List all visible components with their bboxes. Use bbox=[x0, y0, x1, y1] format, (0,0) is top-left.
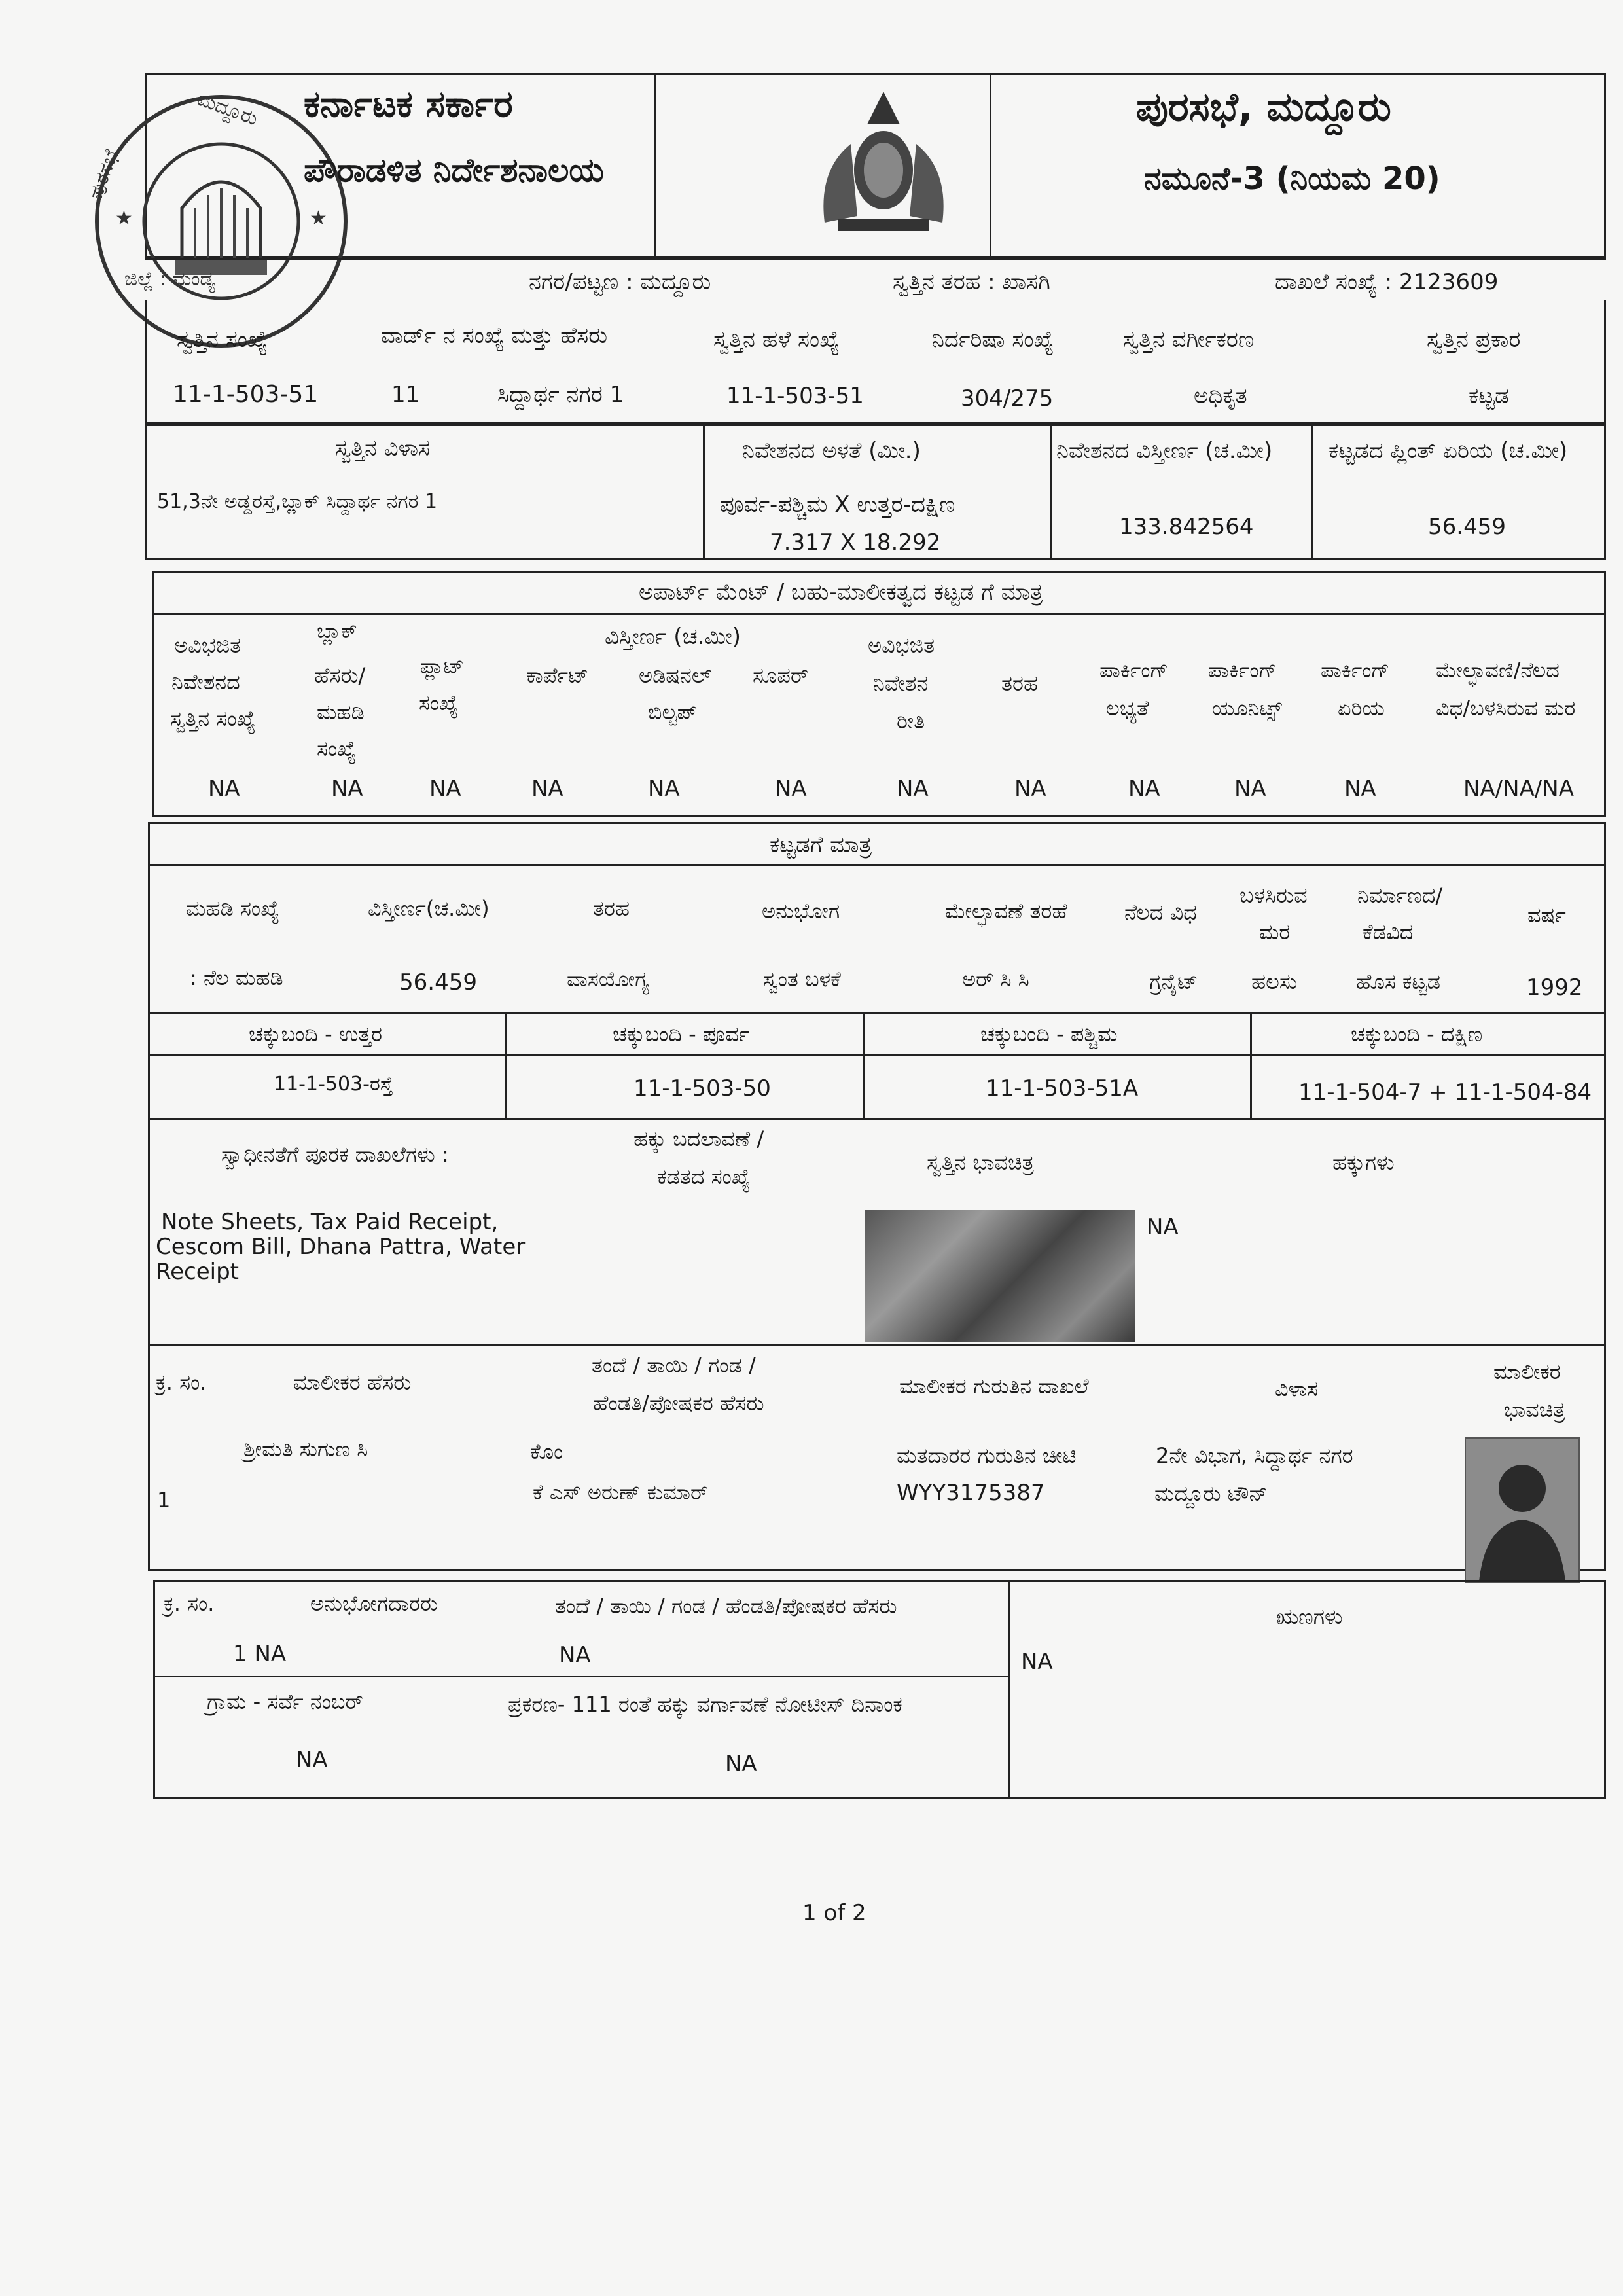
apt-col-block-2: ಹೆಸರು/ bbox=[314, 663, 366, 688]
apt-area-label: ವಿಸ್ತೀರ್ಣ (ಚ.ಮೀ) bbox=[605, 624, 741, 650]
property-photo-header: ಸ್ವತ್ತಿನ ಭಾವಚಿತ್ರ bbox=[927, 1150, 1034, 1175]
header-ward: ವಾರ್ಡ್ ನ ಸಂಖ್ಯೆ ಮತ್ತು ಹೆಸರು bbox=[381, 323, 607, 349]
apt-col-share-2: ನಿವೇಶನ bbox=[873, 671, 929, 696]
docs-header: ಸ್ವಾಧೀನತೆಗೆ ಪೂರಕ ದಾಖಲೆಗಳು : bbox=[221, 1142, 449, 1167]
occ-h-notice: ಪ್ರಕರಣ- 111 ರಂತೆ ಹಕ್ಕು ವರ್ಗಾವಣೆ ನೋಟೀಸ್ ದಿನಾಂಕ bbox=[508, 1692, 902, 1717]
apt-col-parking-area-2: ಏರಿಯ bbox=[1338, 696, 1385, 721]
apt-value: NA bbox=[331, 776, 363, 802]
apt-col-undivided-3: ಸ್ವತ್ತಿನ ಸಂಖ್ಯೆ bbox=[170, 706, 256, 731]
apt-col-roof-2: ವಿಧ/ಬಳಸಿರುವ ಮರ bbox=[1436, 696, 1576, 721]
person-icon bbox=[1466, 1439, 1578, 1581]
bld-h-wood: ಬಳಸಿರುವ bbox=[1240, 883, 1308, 908]
header-property-no: ಸ್ವತ್ತಿನ ಸಂಖ್ಯೆ bbox=[177, 327, 268, 353]
seal-text-left: ಪುರಸಭೆ bbox=[84, 147, 124, 203]
header-dimension: ನಿವೇಶನದ ಅಳತೆ (ಮೀ.) bbox=[742, 438, 921, 464]
apt-col-flat: ಫ್ಲಾಟ್ bbox=[420, 654, 464, 679]
bnd-south: 11-1-504-7 + 11-1-504-84 bbox=[1298, 1079, 1592, 1105]
apartment-title: ಅಪಾರ್ಟ್ ಮೆಂಟ್ / ಬಹು-ಮಾಲೀಕತ್ವದ ಕಟ್ಟಡ ಗೆ ಮಾತ್ರ bbox=[639, 579, 1043, 605]
bld-h-roof: ಮೇಲ್ಛಾವಣೆ ತರಹೆ bbox=[945, 899, 1067, 924]
owner-name: ಶ್ರೀಮತಿ ಸುಗುಣ ಸಿ bbox=[243, 1437, 368, 1462]
apt-value: NA bbox=[429, 776, 461, 802]
apt-col-block: ಬ್ಲಾಕ್ bbox=[317, 619, 357, 643]
bld-h-floor: ಮಹಡಿ ಸಂಖ್ಯೆ bbox=[186, 896, 280, 921]
apt-col-parking-area: ಪಾರ್ಕಿಂಗ್ bbox=[1321, 658, 1390, 683]
owner-h-sl: ಕ್ರ. ಸಂ. bbox=[156, 1370, 207, 1395]
bld-kind: ವಾಸಯೋಗ್ಯ bbox=[567, 967, 649, 992]
bnd-north: 11-1-503-ರಸ್ತೆ bbox=[274, 1073, 393, 1096]
occ-survey: NA bbox=[296, 1747, 328, 1773]
docs-line: Note Sheets, Tax Paid Receipt, bbox=[161, 1209, 499, 1235]
apt-value: NA bbox=[208, 776, 240, 802]
apt-col-undivided: ಅವಿಭಜಿತ bbox=[174, 633, 241, 658]
dimension-label: ಪೂರ್ವ-ಪಶ್ಚಿಮ X ಉತ್ತರ-ದಕ್ಷಿಣ bbox=[720, 492, 955, 518]
owner-h-photo-2: ಭಾವಚಿತ್ರ bbox=[1504, 1397, 1565, 1422]
owner-relation-name: ಕೆ ಎಸ್ ಅರುಣ್ ಕುಮಾರ್ bbox=[533, 1480, 709, 1505]
owner-id-number: WYY3175387 bbox=[897, 1480, 1045, 1506]
bnd-h-north: ಚಕ್ಕುಬಂದಿ - ಉತ್ತರ bbox=[249, 1022, 383, 1047]
rights-value: NA bbox=[1147, 1214, 1179, 1240]
municipality-title: ಪುರಸಭೆ, ಮದ್ದೂರು bbox=[1136, 84, 1391, 130]
bld-h-usage: ಅನುಭೋಗ bbox=[762, 899, 840, 924]
property-photo bbox=[865, 1210, 1135, 1342]
occ-h-relation: ತಂದೆ / ತಾಯಿ / ಗಂಡ / ಹೆಂಡತಿ/ಪೋಷಕರ ಹೆಸರು bbox=[555, 1594, 897, 1619]
page-number: 1 of 2 bbox=[802, 1900, 866, 1926]
header-assessment-no: ನಿರ್ದರಿಷಾ ಸಂಖ್ಯೆ bbox=[932, 327, 1054, 353]
owner-h-relation: ತಂದೆ / ತಾಯಿ / ಗಂಡ / bbox=[592, 1353, 756, 1378]
bld-h-floor-type: ನೆಲದ ವಿಧ bbox=[1124, 900, 1197, 925]
seal-text-bottom: ಜಿಲ್ಲೆ : ಮಂಡ್ಯ bbox=[124, 268, 215, 291]
state-emblem-icon bbox=[812, 79, 955, 242]
building-title: ಕಟ್ಟಡಗೆ ಮಾತ್ರ bbox=[770, 832, 872, 858]
apt-col-parking-units-2: ಯೂನಿಟ್ಸ್ bbox=[1212, 696, 1282, 721]
bld-roof: ಅರ್ ಸಿ ಸಿ bbox=[962, 967, 1029, 992]
owner-h-id: ಮಾಲೀಕರ ಗುರುತಿನ ದಾಖಲೆ bbox=[899, 1374, 1089, 1399]
header-classification: ಸ್ವತ್ತಿನ ವರ್ಗೀಕರಣ bbox=[1123, 327, 1254, 353]
header-site-area: ನಿವೇಶನದ ವಿಸ್ತೀರ್ಣ (ಚ.ಮೀ) bbox=[1056, 438, 1273, 464]
svg-text:★: ★ bbox=[310, 207, 327, 230]
bld-area: 56.459 bbox=[399, 969, 477, 996]
govt-title: ಕರ್ನಾಟಕ ಸರ್ಕಾರ bbox=[304, 83, 513, 126]
docs-line: Cescom Bill, Dhana Pattra, Water bbox=[156, 1234, 526, 1260]
occ-h-liabilities: ಋಣಗಳು bbox=[1276, 1604, 1343, 1629]
owner-relation-prefix: ಕೊಂ bbox=[530, 1439, 563, 1464]
apt-value: NA bbox=[648, 776, 680, 802]
apt-col-parking-availability: ಪಾರ್ಕಿಂಗ್ bbox=[1099, 658, 1169, 683]
occ-sl-name: 1 NA bbox=[233, 1641, 287, 1667]
bld-h-area: ವಿಸ್ತೀರ್ಣ(ಚ.ಮೀ) bbox=[368, 896, 490, 921]
apt-value: NA bbox=[775, 776, 807, 802]
svg-text:★: ★ bbox=[115, 207, 133, 230]
bnd-west: 11-1-503-51A bbox=[986, 1075, 1139, 1102]
bld-construct: ಹೊಸ ಕಟ್ಟಡ bbox=[1356, 969, 1441, 994]
owner-h-relation-2: ಹೆಂಡತಿ/ಪೋಷಕರ ಹೆಸರು bbox=[593, 1391, 764, 1416]
classification-value: ಅಧಿಕೃತ bbox=[1194, 383, 1247, 409]
apt-col-block-4: ಸಂಖ್ಯೆ bbox=[317, 736, 357, 761]
bnd-h-west: ಚಕ್ಕುಬಂದಿ - ಪಶ್ಚಿಮ bbox=[980, 1022, 1118, 1047]
occ-liabilities: NA bbox=[1021, 1649, 1053, 1675]
apt-value: NA/NA/NA bbox=[1463, 776, 1574, 802]
apt-value: NA bbox=[1344, 776, 1376, 802]
seal-text-top: ಮದ್ದೂರು bbox=[194, 87, 261, 131]
bld-floor-type: ಗ್ರನೈಟ್ bbox=[1149, 969, 1198, 994]
apt-col-undivided-2: ನಿವೇಶನದ bbox=[171, 670, 240, 694]
form-number: ನಮೂನೆ-3 (ನಿಯಮ 20) bbox=[1144, 160, 1440, 197]
plinth-area-value: 56.459 bbox=[1428, 514, 1506, 540]
apt-value: NA bbox=[531, 776, 563, 802]
apt-col-carpet: ಕಾರ್ಪೆಟ್ bbox=[526, 663, 589, 688]
owner-address: 2ನೇ ವಿಭಾಗ, ಸಿದ್ದಾರ್ಥ ನಗರ bbox=[1156, 1443, 1353, 1468]
occ-h-occupant: ಅನುಭೋಗದಾರರು bbox=[310, 1591, 438, 1616]
property-ids-section bbox=[145, 300, 1606, 424]
owner-h-address: ವಿಳಾಸ bbox=[1275, 1376, 1319, 1401]
apt-col-parking-availability-2: ಲಭ್ಯತೆ bbox=[1106, 696, 1149, 721]
header-plinth-area: ಕಟ್ಟಡದ ಪ್ಲಿಂತ್ ಏರಿಯ (ಚ.ಮೀ) bbox=[1329, 438, 1568, 464]
apt-col-share-3: ರೀತಿ bbox=[897, 709, 925, 734]
bld-h-construct: ನಿರ್ಮಾಣದ/ bbox=[1357, 883, 1443, 908]
bld-wood: ಹಲಸು bbox=[1251, 969, 1298, 994]
bnd-h-south: ಚಕ್ಕುಬಂದಿ - ದಕ್ಷಿಣ bbox=[1351, 1022, 1483, 1047]
occ-h-sl: ಕ್ರ. ಸಂ. bbox=[164, 1591, 215, 1616]
ownership-type: ಸ್ವತ್ತಿನ ತರಹ : ಖಾಸಗಿ bbox=[893, 269, 1050, 295]
apt-col-share: ಅವಿಭಜಿತ bbox=[868, 633, 935, 658]
bld-usage: ಸ್ವಂತ ಬಳಕೆ bbox=[763, 967, 841, 992]
bld-year: 1992 bbox=[1526, 975, 1583, 1001]
site-area-value: 133.842564 bbox=[1119, 514, 1254, 540]
owner-h-name: ಮಾಲೀಕರ ಹೆಸರು bbox=[293, 1370, 412, 1395]
bld-h-wood-2: ಮರ bbox=[1259, 920, 1291, 944]
bld-h-year: ವರ್ಷ bbox=[1527, 903, 1566, 927]
apt-col-additional: ಅಡಿಷನಲ್ bbox=[639, 663, 712, 688]
town-label: ನಗರ/ಪಟ್ಟಣ : ಮದ್ದೂರು bbox=[529, 269, 711, 295]
apt-value: NA bbox=[1014, 776, 1046, 802]
old-number: 11-1-503-51 bbox=[726, 383, 864, 409]
bnd-h-east: ಚಕ್ಕುಬಂದಿ - ಪೂರ್ವ bbox=[613, 1022, 750, 1047]
dept-title: ಪೌರಾಡಳಿತ ನಿರ್ದೇಶನಾಲಯ bbox=[304, 151, 604, 189]
transfer-header: ಹಕ್ಕು ಬದಲಾವಣೆ / bbox=[633, 1126, 764, 1151]
record-number: ದಾಖಲೆ ಸಂಖ್ಯೆ : 2123609 bbox=[1275, 269, 1499, 295]
bld-h-kind: ತರಹ bbox=[593, 896, 630, 921]
docs-line: Receipt bbox=[156, 1259, 239, 1285]
apt-col-flat-2: ಸಂಖ್ಯೆ bbox=[419, 691, 459, 715]
property-address: 51,3ನೇ ಅಡ್ಡರಸ್ತೆ,ಬ್ಲಾಕ್ ಸಿದ್ದಾರ್ಥ ನಗರ 1 bbox=[157, 490, 438, 513]
type-value: ಕಟ್ಟಡ bbox=[1469, 383, 1509, 409]
apt-col-kind: ತರಹ bbox=[1001, 671, 1039, 696]
dimension-value: 7.317 X 18.292 bbox=[770, 529, 941, 556]
owner-address-2: ಮದ್ದೂರು ಟೌನ್ bbox=[1154, 1481, 1268, 1506]
owner-h-photo: ಮಾಲೀಕರ bbox=[1493, 1359, 1561, 1384]
apt-col-block-3: ಮಹಡಿ bbox=[317, 700, 365, 725]
property-number: 11-1-503-51 bbox=[173, 381, 319, 408]
ward-name: ಸಿದ್ದಾರ್ಥ ನಗರ 1 bbox=[497, 382, 624, 408]
apt-col-parking-units: ಪಾರ್ಕಿಂಗ್ bbox=[1208, 658, 1277, 683]
occ-h-survey: ಗ್ರಾಮ - ಸರ್ವೆ ನಂಬರ್ bbox=[207, 1689, 363, 1714]
header-address: ಸ್ವತ್ತಿನ ವಿಳಾಸ bbox=[335, 435, 431, 461]
owner-sl: 1 bbox=[157, 1488, 171, 1513]
apt-value: NA bbox=[897, 776, 929, 802]
bld-h-construct-2: ಕೆಡವಿದ bbox=[1363, 920, 1414, 944]
header-old-no: ಸ್ವತ್ತಿನ ಹಳೆ ಸಂಖ್ಯೆ bbox=[713, 327, 840, 353]
owner-id-type: ಮತದಾರರ ಗುರುತಿನ ಚೀಟಿ bbox=[897, 1443, 1077, 1468]
transfer-header-2: ಕಡತದ ಸಂಖ್ಯೆ bbox=[657, 1164, 751, 1189]
occ-notice: NA bbox=[725, 1751, 757, 1777]
assessment-number: 304/275 bbox=[961, 386, 1054, 412]
rights-header: ಹಕ್ಕುಗಳು bbox=[1332, 1150, 1395, 1175]
bnd-east: 11-1-503-50 bbox=[633, 1075, 771, 1102]
apt-col-super-2: ಬಿಲ್ಟಪ್ bbox=[648, 700, 698, 725]
apt-value: NA bbox=[1128, 776, 1160, 802]
owner-photo bbox=[1465, 1437, 1580, 1583]
bld-floor: : ನೆಲ ಮಹಡಿ bbox=[190, 965, 283, 990]
occ-relation: NA bbox=[559, 1642, 591, 1668]
ward-number: 11 bbox=[391, 382, 420, 408]
apt-col-roof: ಮೇಲ್ಛಾವಣಿ/ನೆಲದ bbox=[1436, 658, 1560, 683]
apt-value: NA bbox=[1234, 776, 1266, 802]
apt-col-super: ಸೂಪರ್ bbox=[753, 663, 809, 688]
header-type: ಸ್ವತ್ತಿನ ಪ್ರಕಾರ bbox=[1427, 327, 1521, 353]
